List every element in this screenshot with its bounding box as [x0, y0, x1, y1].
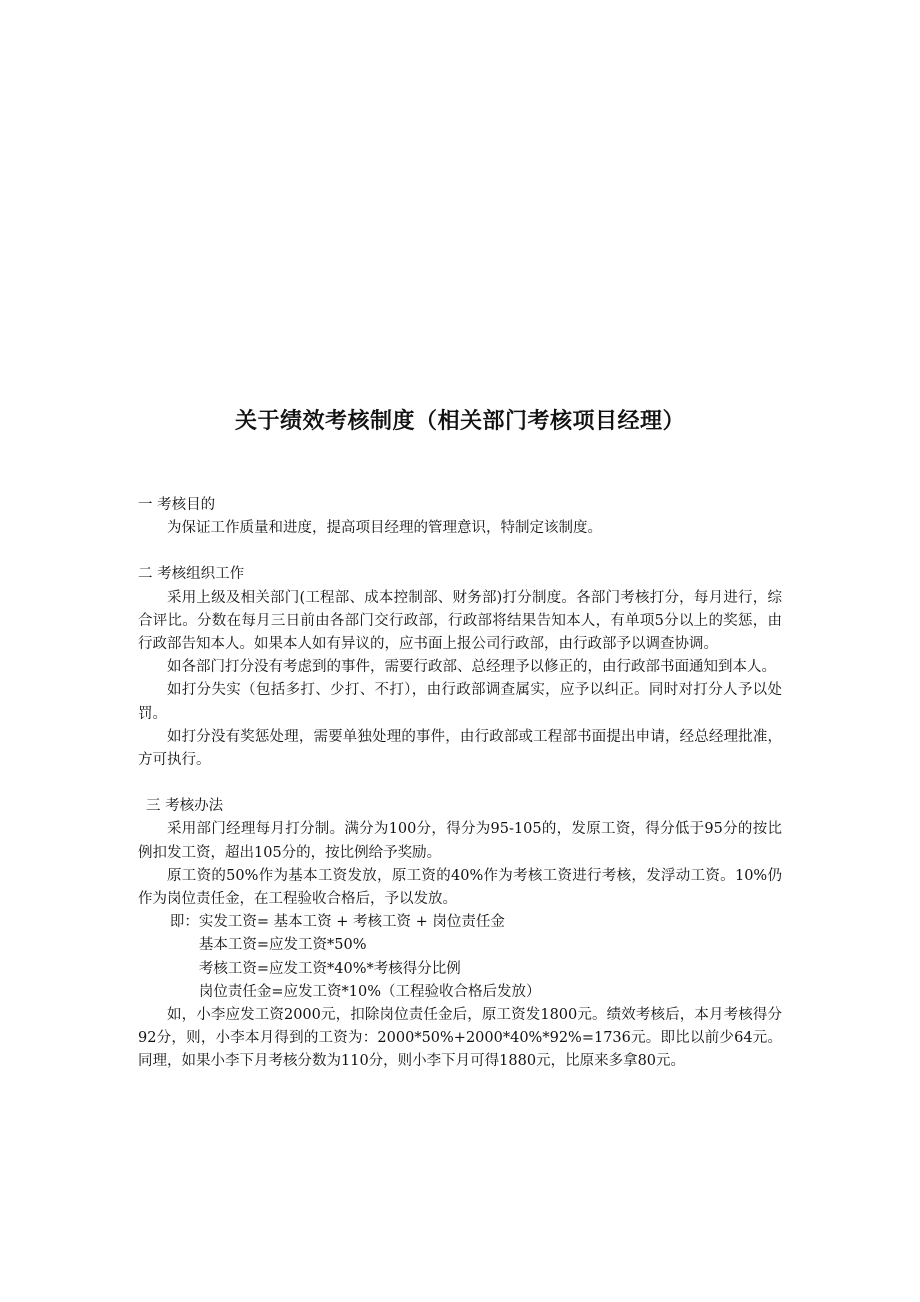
paragraph: 采用上级及相关部门(工程部、成本控制部、财务部)打分制度。各部门考核打分，每月进行，综合评比。分数在每月三日前由各部门交行政部，行政部将结果告知本人，有单项5分以上的奖惩，由行政部告知本人。如果本人如有异议的，应书面上报公司行政部，由行政部予以调查协调。 — [138, 589, 782, 653]
section-spacer — [138, 772, 782, 795]
example-paragraph: 如，小李应发工资2000元，扣除岗位责任金后，原工资发1800元。绩效考核后，本月考核得分92分，则，小李本月得到的工资为：2000*50%+2000*40%*92%=1736元。即比以前少64元。同理，如果小李下月考核分数为110分，则小李下月可得1880元，比原来多拿80元。 — [138, 1007, 782, 1070]
document-title: 关于绩效考核制度（相关部门考核项目经理） — [234, 408, 685, 434]
section-heading-method: 三 考核办法 — [146, 798, 224, 815]
document-body — [138, 494, 782, 1074]
paragraph: 采用部门经理每月打分制。满分为100分，得分为95-105的，发原工资，得分低于95分的按比例扣发工资，超出105分的，按比例给予奖励。 — [138, 821, 782, 861]
section-heading-purpose: 一 考核目的 — [138, 497, 216, 513]
paragraph: 原工资的50%作为基本工资发放，原工资的40%作为考核工资进行考核，发浮动工资。10%仍作为岗位责任金，在工程验收合格后，予以发放。 — [138, 867, 782, 908]
formula-line: 岗位责任金=应发工资*10%（工程验收合格后发放） — [198, 983, 541, 1000]
paragraph: 如打分失实（包括多打、少打、不打），由行政部调查属实，应予以纠正。同时对打分人予以处罚。 — [138, 682, 782, 722]
paragraph: 如各部门打分没有考虑到的事件，需要行政部、总经理予以修正的，由行政部书面通知到本人。 — [167, 659, 776, 676]
paragraph: 为保证工作质量和进度，提高项目经理的管理意识，特制定该制度。 — [167, 520, 602, 537]
formula-line: 考核工资=应发工资*40%*考核得分比例 — [198, 960, 461, 977]
section-heading-organization: 二 考核组织工作 — [138, 566, 245, 583]
formula-line: 即：实发工资= 基本工资 + 考核工资 + 岗位责任金 — [169, 914, 505, 931]
section-spacer — [138, 540, 782, 563]
paragraph: 如打分没有奖惩处理，需要单独处理的事件，由行政部或工程部书面提出申请，经总经理批准，方可执行。 — [138, 728, 782, 769]
formula-line: 基本工资=应发工资*50% — [198, 937, 367, 954]
